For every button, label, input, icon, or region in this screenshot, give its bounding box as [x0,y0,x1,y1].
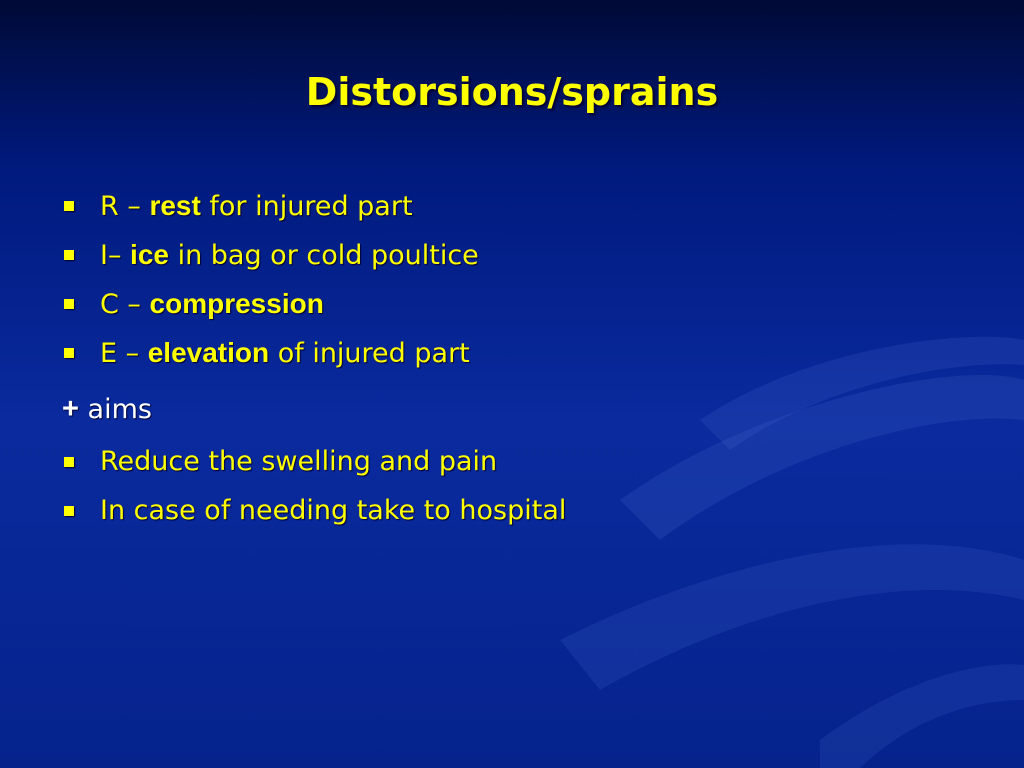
slide-content [62,186,962,540]
aim-text: Reduce the swelling and pain [100,446,498,477]
list-item [62,284,962,333]
square-bullet-icon [64,457,74,467]
list-item [62,442,962,491]
item-suffix: for injured part [200,191,413,222]
square-bullet-icon [64,299,74,309]
item-prefix: R – [100,191,150,222]
list-item [62,235,962,284]
aims-list [62,442,962,540]
aim-text: In case of needing take to hospital [100,495,567,526]
item-keyword: elevation [147,337,270,368]
aims-heading [62,382,962,442]
aims-label: aims [78,394,152,425]
list-item [62,333,962,382]
square-bullet-icon [64,348,74,358]
rice-list [62,186,962,382]
item-suffix: of injured part [269,338,470,369]
item-keyword: rest [149,190,201,221]
item-suffix: in bag or cold poultice [168,240,479,271]
item-prefix: E – [100,338,148,369]
square-bullet-icon [64,506,74,516]
square-bullet-icon [64,250,74,260]
item-prefix: C – [100,289,150,320]
plus-sign: + [62,393,79,425]
item-prefix: I– [100,240,131,271]
square-bullet-icon [64,201,74,211]
slide-title: Distorsions/sprains [305,70,719,114]
list-item [62,491,962,540]
list-item [62,186,962,235]
item-keyword: ice [130,239,169,270]
item-keyword: compression [149,288,324,319]
